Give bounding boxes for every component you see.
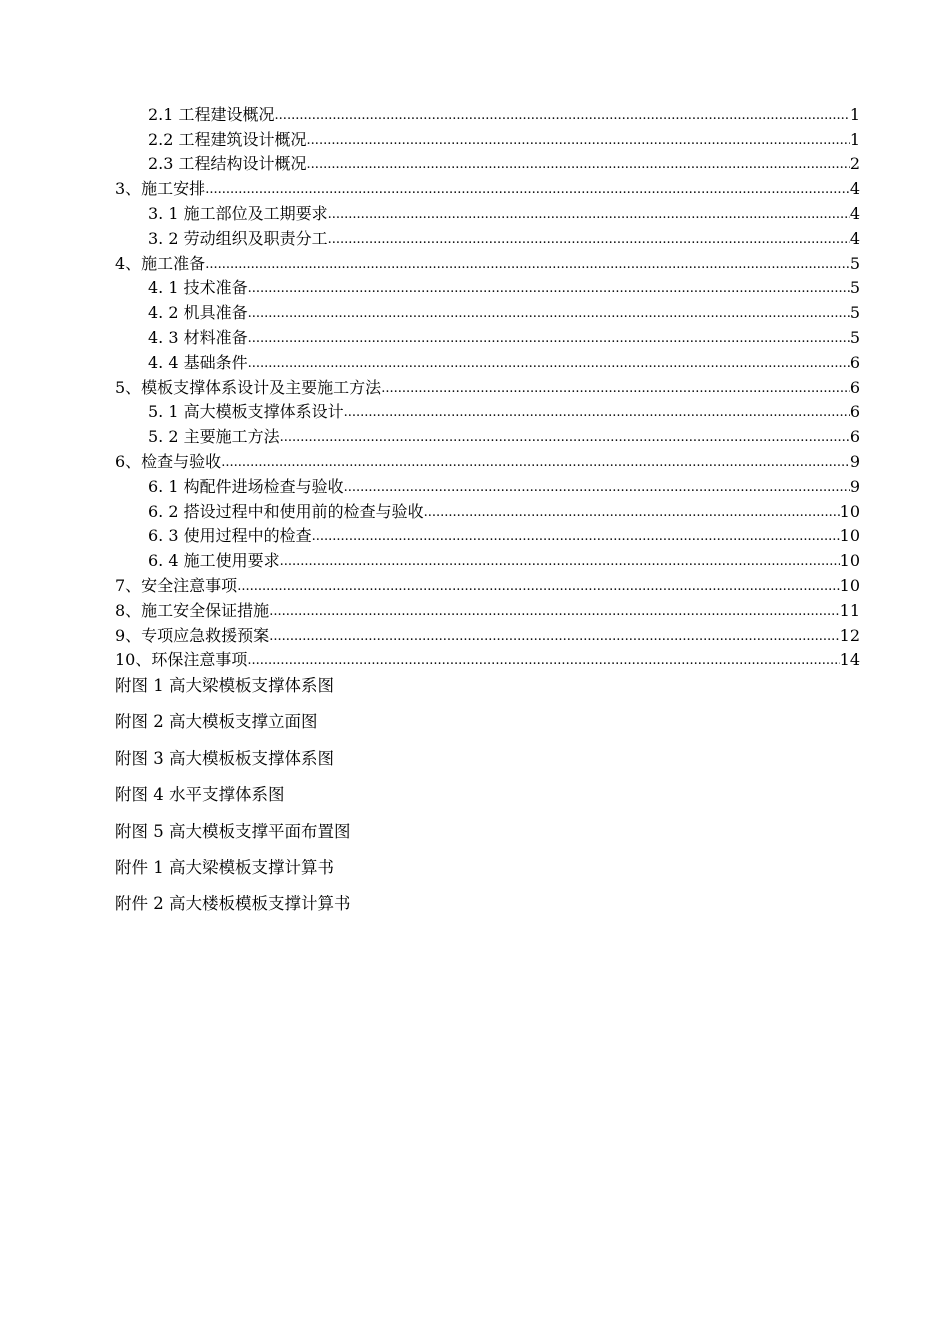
toc-entry[interactable]	[115, 150, 860, 175]
toc-entry[interactable]	[115, 174, 860, 199]
toc-leader-dots	[205, 254, 850, 274]
toc-entry-page: 11	[839, 600, 860, 620]
toc-leader-dots	[280, 427, 850, 447]
appendix-item: 附件 1 高大梁模板支撑计算书	[115, 857, 334, 877]
toc-entry[interactable]	[115, 546, 860, 571]
toc-entry[interactable]	[115, 596, 860, 621]
toc-entry-label: 4. 1 技术准备	[148, 278, 248, 298]
toc-entry-label: 10、环保注意事项	[115, 650, 248, 670]
toc-entry-page: 9	[849, 451, 860, 471]
toc-leader-dots	[248, 303, 850, 323]
toc-entry-page: 4	[849, 228, 860, 248]
toc-leader-dots	[280, 551, 840, 571]
toc-entry[interactable]	[115, 298, 860, 323]
appendix-list	[115, 672, 860, 927]
toc-entry[interactable]	[115, 348, 860, 373]
toc-entry-label: 3、施工安排	[115, 179, 206, 199]
toc-entry[interactable]	[115, 323, 860, 348]
toc-entry-page: 14	[839, 650, 860, 670]
toc-entry-label: 3. 2 劳动组织及职责分工	[148, 228, 328, 248]
toc-entry[interactable]	[115, 472, 860, 497]
toc-entry-page: 4	[849, 179, 860, 199]
toc-leader-dots	[221, 452, 850, 472]
toc-entry[interactable]	[115, 373, 860, 398]
toc-entry-label: 4. 4 基础条件	[148, 352, 248, 372]
toc-entry-label: 2.2 工程建筑设计概况	[148, 129, 307, 149]
toc-entry[interactable]	[115, 224, 860, 249]
toc-leader-dots	[248, 328, 850, 348]
toc-leader-dots	[275, 105, 850, 125]
toc-entry-label: 5. 1 高大模板支撑体系设计	[148, 402, 344, 422]
toc-entry-label: 4、施工准备	[115, 253, 206, 273]
toc-leader-dots	[237, 576, 839, 596]
toc-leader-dots	[248, 278, 850, 298]
toc-entry[interactable]	[115, 249, 860, 274]
appendix-item: 附图 2 高大模板支撑立面图	[115, 712, 318, 732]
toc-entry-page: 5	[849, 327, 860, 347]
toc-entry[interactable]	[115, 621, 860, 646]
toc-leader-dots	[269, 601, 839, 621]
toc-entry-label: 8、施工安全保证措施	[115, 600, 270, 620]
appendix-item: 附图 3 高大模板板支撑体系图	[115, 748, 334, 768]
toc-leader-dots	[248, 353, 850, 373]
toc-entry-page: 9	[849, 476, 860, 496]
toc-entry-page: 6	[849, 427, 860, 447]
toc-entry[interactable]	[115, 100, 860, 125]
toc-entry-page: 6	[849, 377, 860, 397]
toc-leader-dots	[312, 526, 840, 546]
toc-leader-dots	[381, 378, 850, 398]
toc-entry[interactable]	[115, 646, 860, 671]
toc-entry-label: 5. 2 主要施工方法	[148, 427, 280, 447]
toc-entry-label: 5、模板支撑体系设计及主要施工方法	[115, 377, 382, 397]
appendix-item: 附件 2 高大楼板模板支撑计算书	[115, 894, 351, 914]
toc-leader-dots	[344, 402, 850, 422]
toc-entry[interactable]	[115, 447, 860, 472]
toc-entry-page: 5	[849, 253, 860, 273]
toc-leader-dots	[307, 130, 850, 150]
toc-entry-page: 6	[849, 402, 860, 422]
toc-entry-page: 5	[849, 278, 860, 298]
toc-entry-page: 4	[849, 203, 860, 223]
toc-entry-page: 6	[849, 352, 860, 372]
appendix-item: 附图 5 高大模板支撑平面布置图	[115, 821, 351, 841]
toc-entry-page: 10	[839, 551, 860, 571]
toc-entry-label: 6. 2 搭设过程中和使用前的检查与验收	[148, 501, 424, 521]
toc-entry-page: 10	[839, 526, 860, 546]
toc-entry-label: 4. 2 机具准备	[148, 303, 248, 323]
toc-leader-dots	[424, 502, 840, 522]
toc-entry-label: 2.3 工程结构设计概况	[148, 154, 307, 174]
toc-entry-page: 5	[849, 303, 860, 323]
toc-entry-label: 3. 1 施工部位及工期要求	[148, 203, 328, 223]
toc-entry[interactable]	[115, 422, 860, 447]
toc-entry[interactable]	[115, 398, 860, 423]
toc-entry[interactable]	[115, 497, 860, 522]
toc-entry-page: 12	[839, 625, 860, 645]
toc-entry-label: 6. 1 构配件进场检查与验收	[148, 476, 344, 496]
toc-entry[interactable]	[115, 571, 860, 596]
toc-entry-label: 7、安全注意事项	[115, 575, 238, 595]
toc-leader-dots	[205, 179, 850, 199]
toc-leader-dots	[269, 626, 839, 646]
toc-leader-dots	[328, 229, 850, 249]
appendix-item: 附图 1 高大梁模板支撑体系图	[115, 676, 334, 695]
toc-entry-page: 2	[849, 154, 860, 174]
toc-leader-dots	[328, 204, 850, 224]
appendix-item: 附图 4 水平支撑体系图	[115, 785, 285, 805]
toc-entry[interactable]	[115, 522, 860, 547]
toc-entry-page: 10	[839, 575, 860, 595]
toc-leader-dots	[307, 154, 850, 174]
toc-entry[interactable]	[115, 274, 860, 299]
toc-leader-dots	[344, 477, 850, 497]
toc-entry-label: 4. 3 材料准备	[148, 327, 248, 347]
toc-entry-label: 9、专项应急救援预案	[115, 625, 270, 645]
toc-entry-label: 6. 4 施工使用要求	[148, 551, 280, 571]
toc-entry-label: 6. 3 使用过程中的检查	[148, 526, 312, 546]
toc-entry[interactable]	[115, 125, 860, 150]
toc-leader-dots	[247, 650, 839, 670]
toc-entry-page: 1	[849, 104, 860, 124]
table-of-contents	[115, 100, 860, 670]
toc-entry-page: 10	[839, 501, 860, 521]
toc-entry-label: 6、检查与验收	[115, 451, 222, 471]
toc-entry[interactable]	[115, 199, 860, 224]
toc-entry-label: 2.1 工程建设概况	[148, 104, 275, 124]
toc-entry-page: 1	[849, 129, 860, 149]
